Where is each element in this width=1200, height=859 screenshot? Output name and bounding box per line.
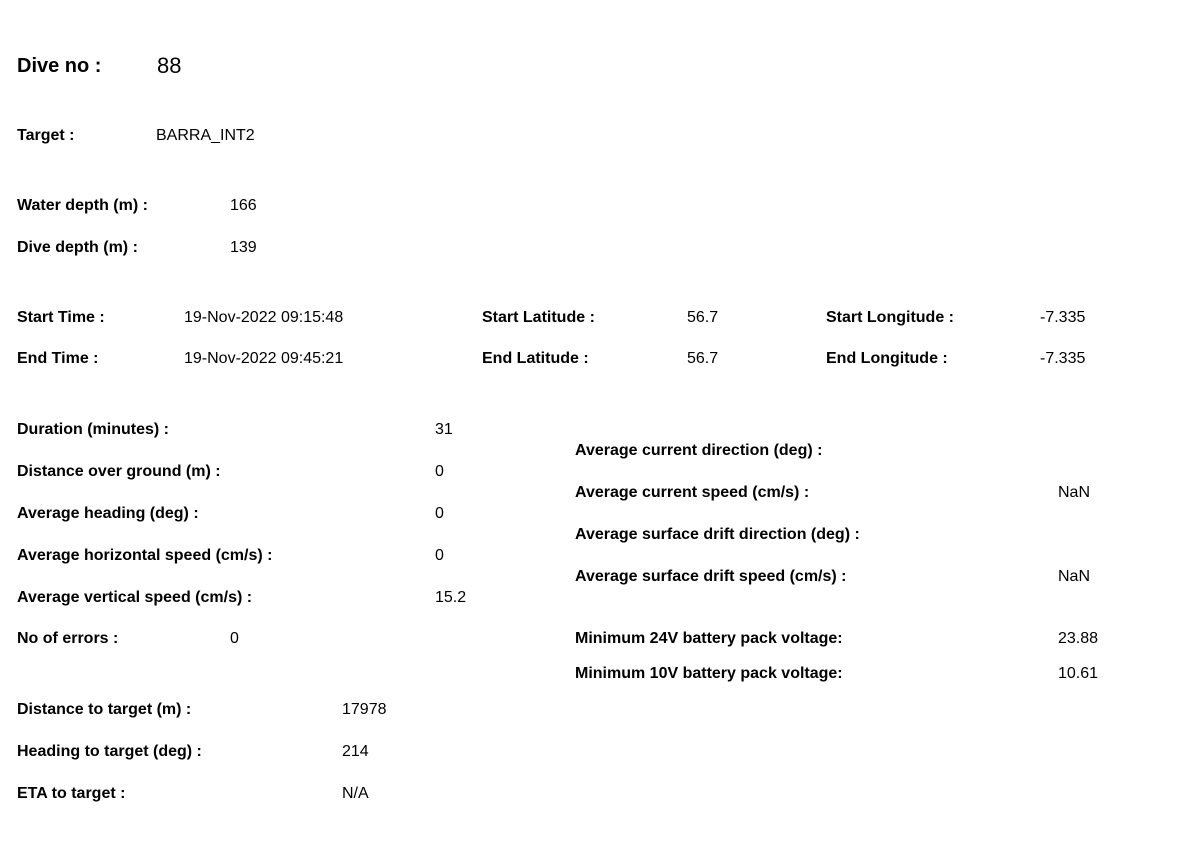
target-value: BARRA_INT2 <box>156 127 255 144</box>
eta-to-target-label: ETA to target : <box>17 785 126 802</box>
duration-label: Duration (minutes) : <box>17 421 169 438</box>
average-vertical-speed-value: 15.2 <box>435 589 467 606</box>
heading-to-target-value: 214 <box>342 743 369 760</box>
errors-label: No of errors : <box>17 630 119 647</box>
average-current-direction-label: Average current direction (deg) : <box>575 442 823 459</box>
average-horizontal-speed-value: 0 <box>435 547 444 564</box>
end-latitude-value: 56.7 <box>687 350 719 367</box>
start-time-label: Start Time : <box>17 309 105 326</box>
end-longitude-label: End Longitude : <box>826 350 948 367</box>
average-vertical-speed-label: Average vertical speed (cm/s) : <box>17 589 253 606</box>
average-surface-drift-speed-label: Average surface drift speed (cm/s) : <box>575 568 847 585</box>
distance-over-ground-value: 0 <box>435 463 444 480</box>
duration-value: 31 <box>435 421 453 438</box>
end-longitude-value: -7.335 <box>1040 350 1086 367</box>
end-time-label: End Time : <box>17 350 99 367</box>
dive-number-value: 88 <box>157 53 182 78</box>
average-current-speed-value: NaN <box>1058 484 1091 501</box>
dive-depth-value: 139 <box>230 239 257 256</box>
water-depth-label: Water depth (m) : <box>17 197 148 214</box>
battery-24v-label: Minimum 24V battery pack voltage: <box>575 630 843 647</box>
end-time-value: 19-Nov-2022 09:45:21 <box>184 350 344 367</box>
start-latitude-value: 56.7 <box>687 309 719 326</box>
average-surface-drift-direction-label: Average surface drift direction (deg) : <box>575 526 860 543</box>
start-time-value: 19-Nov-2022 09:15:48 <box>184 309 344 326</box>
average-horizontal-speed-label: Average horizontal speed (cm/s) : <box>17 547 273 564</box>
average-heading-label: Average heading (deg) : <box>17 505 199 522</box>
eta-to-target-value: N/A <box>342 785 369 802</box>
distance-to-target-value: 17978 <box>342 701 387 718</box>
start-longitude-value: -7.335 <box>1040 309 1086 326</box>
average-surface-drift-speed-value: NaN <box>1058 568 1091 585</box>
distance-to-target-label: Distance to target (m) : <box>17 701 192 718</box>
start-latitude-label: Start Latitude : <box>482 309 595 326</box>
battery-24v-value: 23.88 <box>1058 630 1099 647</box>
dive-number-label: Dive no : <box>17 55 102 77</box>
errors-value: 0 <box>230 630 239 647</box>
battery-10v-label: Minimum 10V battery pack voltage: <box>575 665 843 682</box>
distance-over-ground-label: Distance over ground (m) : <box>17 463 221 480</box>
battery-10v-value: 10.61 <box>1058 665 1099 682</box>
start-longitude-label: Start Longitude : <box>826 309 954 326</box>
dive-depth-label: Dive depth (m) : <box>17 239 138 256</box>
target-label: Target : <box>17 127 75 144</box>
water-depth-value: 166 <box>230 197 257 214</box>
average-current-speed-label: Average current speed (cm/s) : <box>575 484 810 501</box>
average-heading-value: 0 <box>435 505 444 522</box>
end-latitude-label: End Latitude : <box>482 350 589 367</box>
heading-to-target-label: Heading to target (deg) : <box>17 743 202 760</box>
